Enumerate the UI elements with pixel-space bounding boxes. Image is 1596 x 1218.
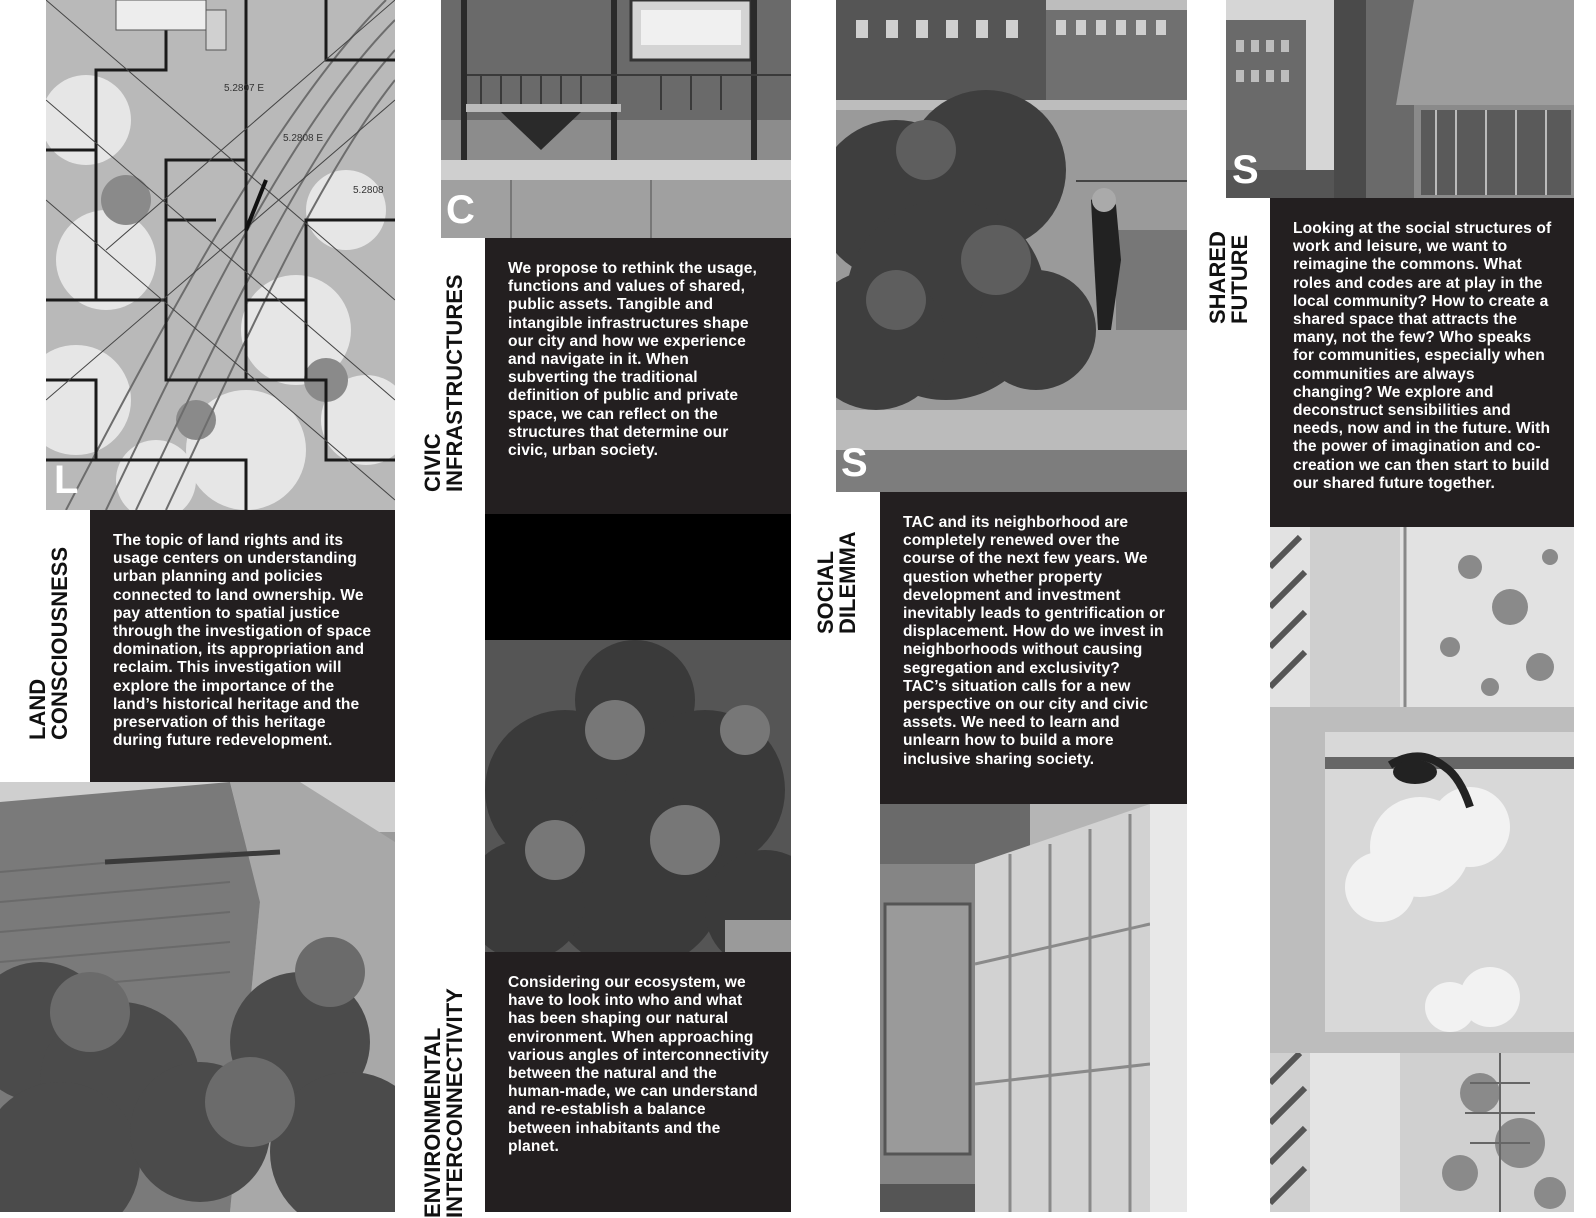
map-coordinate-label: 5.2807 E (224, 83, 265, 94)
buildings-photo (1226, 0, 1574, 198)
section-title-civic: CIVIC INFRASTRUCTURES (420, 274, 467, 492)
section-letter: L (54, 458, 79, 502)
section-title-social: SOCIAL DILEMMA (813, 531, 860, 634)
section-body: TAC and its neighborhood are completely renewed over the course of the next few years. We question whether property development and investment inevitably leads to gentrification or displacement. How do we invest in neighborhoods without causing segregation and exclusivity? TAC’s situation calls for a new perspective on our city and civic assets. We need to learn and unlearn how to build a more inclusive sharing society. (903, 514, 1165, 768)
social-text-block (880, 492, 1187, 804)
section-body: Considering our ecosystem, we have to look into who and what has been shaping our natural environment. When approaching various angles of interconnectivity between the natural and the human-made, we can understand and re-establish a balance between inhabitants and the planet. (508, 974, 769, 1155)
man-with-ivy-photo (836, 0, 1187, 492)
bus-stop-photo (441, 0, 791, 238)
shared-text-block (1270, 198, 1574, 527)
civic-text-block (485, 238, 791, 514)
section-title-land: LAND CONSCIOUSNESS (25, 546, 72, 740)
section-title-shared: SHARED FUTURE (1205, 231, 1252, 324)
sky-bird-photo (1270, 707, 1574, 1053)
inverted-photo-1 (1270, 527, 1574, 707)
section-body: Looking at the social structures of work and leisure, we want to reimagine the commons. What roles and codes are at play in the local community? How to create a shared space that attracts the many, not the few? Who speaks for communities, especially when communities are always changing? We explore and deconstruct sensibilities and needs, now and in the future. With the power of imagination and co-creation we can then start to build our shared future together. (1293, 220, 1552, 492)
map-coordinate-label: 5.2808 E (283, 133, 324, 144)
section-letter: S (1232, 148, 1259, 192)
aerial-map-photo (46, 0, 395, 510)
map-coordinate-label: 5.2808 (353, 185, 384, 196)
section-letter: S (841, 441, 868, 485)
corridor-photo (880, 804, 1187, 1212)
land-text-block (90, 510, 395, 782)
section-body: We propose to rethink the usage, functions and values of shared, public assets. Tangible and intangible infrastructures shape our city and how we experience and navigate in it. When subverting the traditional definition of public and private space, we can reflect on the structures that determine our civic, urban society. (508, 260, 757, 460)
section-letter: C (446, 188, 475, 232)
section-body: The topic of land rights and its usage centers on understanding urban planning and policies connected to land ownership. We pay attention to spatial justice through the investigation of space domination, its appropriation and reclaim. This investigation will explore the importance of the land’s historical heritage and the preservation of this heritage during future redevelopment. (113, 532, 372, 750)
tree-photo (485, 640, 791, 952)
inverted-photo-2 (1270, 1053, 1574, 1212)
section-title-environmental: ENVIRONMENTAL INTERCONNECTIVITY (420, 988, 467, 1218)
environmental-text-block (485, 952, 791, 1212)
building-trees-photo (0, 782, 395, 1212)
black-panel (485, 514, 791, 640)
